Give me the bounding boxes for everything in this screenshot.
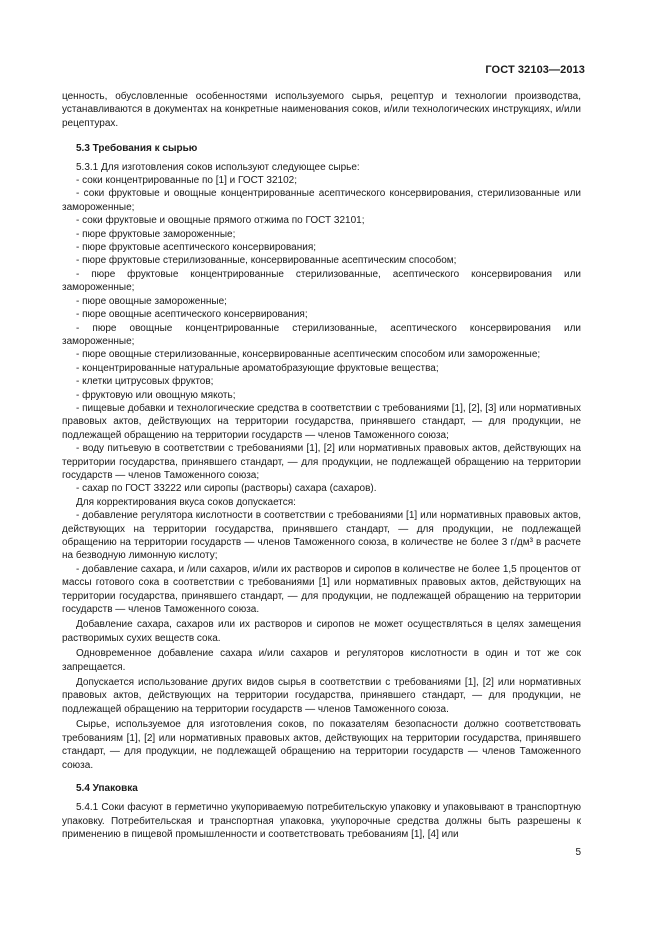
list-item: - пюре овощные стерилизованные, консервированные асептическим способом или замороженные; <box>76 349 541 361</box>
list-item: - добавление сахара, и /или сахаров, и/или их растворов и сиропов в количестве не более 1,5 процентов от массы готового сока в соответствии с требованиями [1] или нормативных правовых актов, действующих на территории государства, принявшего стандарт, — для продукции, не подлежащей обращению на территории государств — членов Таможенного союза. <box>62 563 581 616</box>
list-item: - сахар по ГОСТ 33222 или сиропы (растворы) сахара (сахаров). <box>76 483 377 495</box>
section-heading-5-4: 5.4 Упаковка <box>76 782 138 794</box>
list-item: - пищевые добавки и технологические средства в соответствии с требованиями [1], [2], [3] или нормативных правовых актов, действующих на территории государства, принявшего стандарт, — для продукции, не подлежащей обращению на территории государств — членов Таможенного союза; <box>62 402 581 441</box>
list-item: - соки фруктовые и овощные прямого отжима по ГОСТ 32101; <box>76 215 365 227</box>
list-item: - пюре фруктовые стерилизованные, консервированные асептическим способом; <box>76 255 457 267</box>
list-item: - пюре фруктовые концентрированные стерилизованные, асептического консервирования или замороженные; <box>62 268 581 294</box>
paragraph: 5.3.1 Для изготовления соков используют следующее сырье: <box>76 161 360 173</box>
paragraph: Одновременное добавление сахара и/или сахаров и регуляторов кислотности в один и тот же сок запрещается. <box>62 648 581 673</box>
paragraph: Добавление сахара, сахаров или их растворов и сиропов не может осуществляться в целях замещения растворимых сухих веществ сока. <box>62 619 581 644</box>
list-item: - воду питьевую в соответствии с требованиями [1], [2] или нормативных правовых актов, действующих на территории государства, принявшего стандарт, — для продукции, не подлежащей обращению на территории государств — членов Таможенного союза; <box>62 443 581 481</box>
section-heading-5-3: 5.3 Требования к сырью <box>76 143 198 155</box>
document-code-header: ГОСТ 32103—2013 <box>485 64 585 76</box>
list-item: - соки фруктовые и овощные концентрированные асептического консервирования, стерилизованные или замороженные; <box>62 188 581 213</box>
list-item: - концентрированные натуральные ароматобразующие фруктовые вещества; <box>76 362 439 374</box>
document-body <box>62 90 581 842</box>
list-item: - пюре фруктовые асептического консервирования; <box>76 242 317 254</box>
list-item: - клетки цитрусовых фруктов; <box>76 376 214 388</box>
paragraph: 5.4.1 Соки фасуют в герметично укупориваемую потребительскую упаковку и упаковывают в транспортную упаковку. Потребительская и транспортная упаковка, укупорочные средства должны быть разрешены к применению в пищевой промышленности и соответствовать требованиям [1], [4] или <box>62 802 581 841</box>
list-item: - пюре овощные асептического консервирования; <box>76 309 308 321</box>
paragraph: Сырье, используемое для изготовления соков, по показателям безопасности должно соответствовать требованиям [1], [2] или нормативных правовых актов, действующих на территории государства, принявшего стандарт, — для продукции, не подлежащей обращению на территории государств — членов Таможенного союза. <box>62 719 581 771</box>
list-item: - пюре овощные концентрированные стерилизованные, асептического консервирования или замороженные; <box>62 322 581 347</box>
list-item: - добавление регулятора кислотности в соответствии с требованиями [1] или нормативных правовых актов, действующих на территории государства, принявшего стандарт, — для продукции, не подлежащей обращению на территории государств — членов Таможенного союза, в количестве не более 3 г/дм³ в расчете на безводную лимонную кислоту; <box>62 510 581 562</box>
list-item: - пюре овощные замороженные; <box>76 295 227 307</box>
list-item: - пюре фруктовые замороженные; <box>76 228 236 240</box>
page-number: 5 <box>575 847 581 858</box>
paragraph: ценность, обусловленные особенностями используемого сырья, рецептур и технологии производства, устанавливаются в документах на конкретные наименования соков, и/или технологических инструкциях, и/или рецептурах. <box>62 91 581 129</box>
list-item: - фруктовую или овощную мякоть; <box>76 389 236 401</box>
list-item: - соки концентрированные по [1] и ГОСТ 32102; <box>76 175 297 187</box>
paragraph: Для корректирования вкуса соков допускается: <box>76 496 296 508</box>
paragraph: Допускается использование других видов сырья в соответствии с требованиями [1], [2] или нормативных правовых актов, действующих на территории государства, принявшего стандарт, — для продукции, не подлежащей обращению на территории государств — членов Таможенного союза. <box>62 677 581 715</box>
